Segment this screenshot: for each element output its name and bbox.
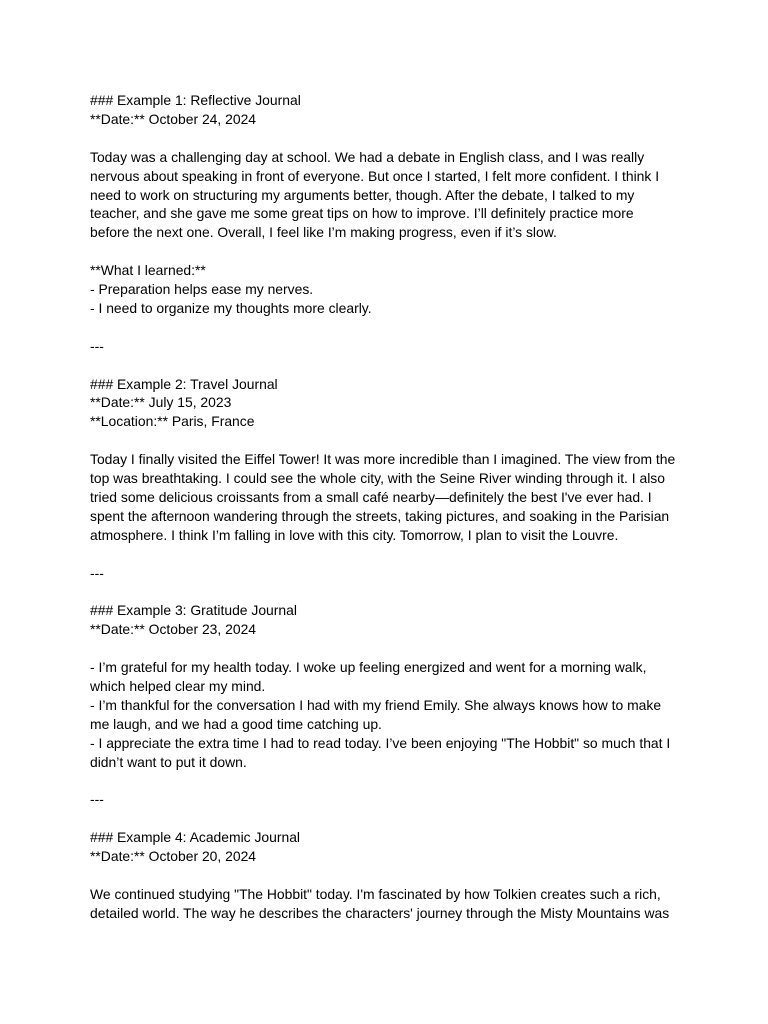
gratitude-item: - I appreciate the extra time I had to read today. I’ve been enjoying "The Hobbit" so much that I didn’t want to put it down. bbox=[90, 734, 671, 770]
entry-date: **Date:** July 15, 2023 bbox=[90, 394, 232, 411]
document-page bbox=[90, 91, 690, 923]
separator: --- bbox=[90, 791, 104, 808]
entry-date: **Date:** October 24, 2024 bbox=[90, 110, 257, 127]
separator: --- bbox=[90, 337, 104, 354]
entry-date: **Date:** October 23, 2024 bbox=[90, 621, 257, 638]
gratitude-item: - I’m grateful for my health today. I woke up feeling energized and went for a morning walk, which helped clear my mind. bbox=[90, 659, 647, 694]
learned-label: **What I learned:** bbox=[90, 262, 206, 279]
learned-item: - I need to organize my thoughts more clearly. bbox=[90, 299, 372, 316]
entry-body: We continued studying "The Hobbit" today. I'm fascinated by how Tolkien creates such a rich, detailed world. The way he describes the characters' journey through the Misty Mountains was bbox=[90, 885, 670, 921]
gratitude-item: - I’m thankful for the conversation I had with my friend Emily. She always knows how to make me laugh, and we had a good time catching up. bbox=[90, 696, 662, 732]
section-heading: ### Example 3: Gratitude Journal bbox=[90, 602, 297, 619]
section-heading: ### Example 4: Academic Journal bbox=[90, 829, 301, 846]
separator: --- bbox=[90, 564, 104, 581]
learned-item: - Preparation helps ease my nerves. bbox=[90, 281, 314, 298]
entry-location: **Location:** Paris, France bbox=[90, 413, 255, 430]
section-heading: ### Example 2: Travel Journal bbox=[90, 375, 278, 392]
entry-body: Today I finally visited the Eiffel Tower! It was more incredible than I imagined. The view from the top was breathtaking. I could see the whole city, with the Seine River winding through it. I also tried some delicious croissants from a small café nearby—definitely the best I've ever had. I spent the afternoon wandering through the streets, taking pictures, and soaking in the Parisian atmosphere. I think I’m falling in love with this city. Tomorrow, I plan to visit the Louvre. bbox=[90, 451, 676, 543]
entry-body: Today was a challenging day at school. We had a debate in English class, and I was really nervous about speaking in front of everyone. But once I started, I felt more confident. I think I need to work on structuring my arguments better, though. After the debate, I talked to my teacher, and she gave me some great tips on how to improve. I’ll definitely practice more before the next one. Overall, I feel like I’m making progress, even if it’s slow. bbox=[90, 148, 660, 241]
section-heading: ### Example 1: Reflective Journal bbox=[90, 92, 301, 108]
entry-date: **Date:** October 20, 2024 bbox=[90, 848, 257, 865]
